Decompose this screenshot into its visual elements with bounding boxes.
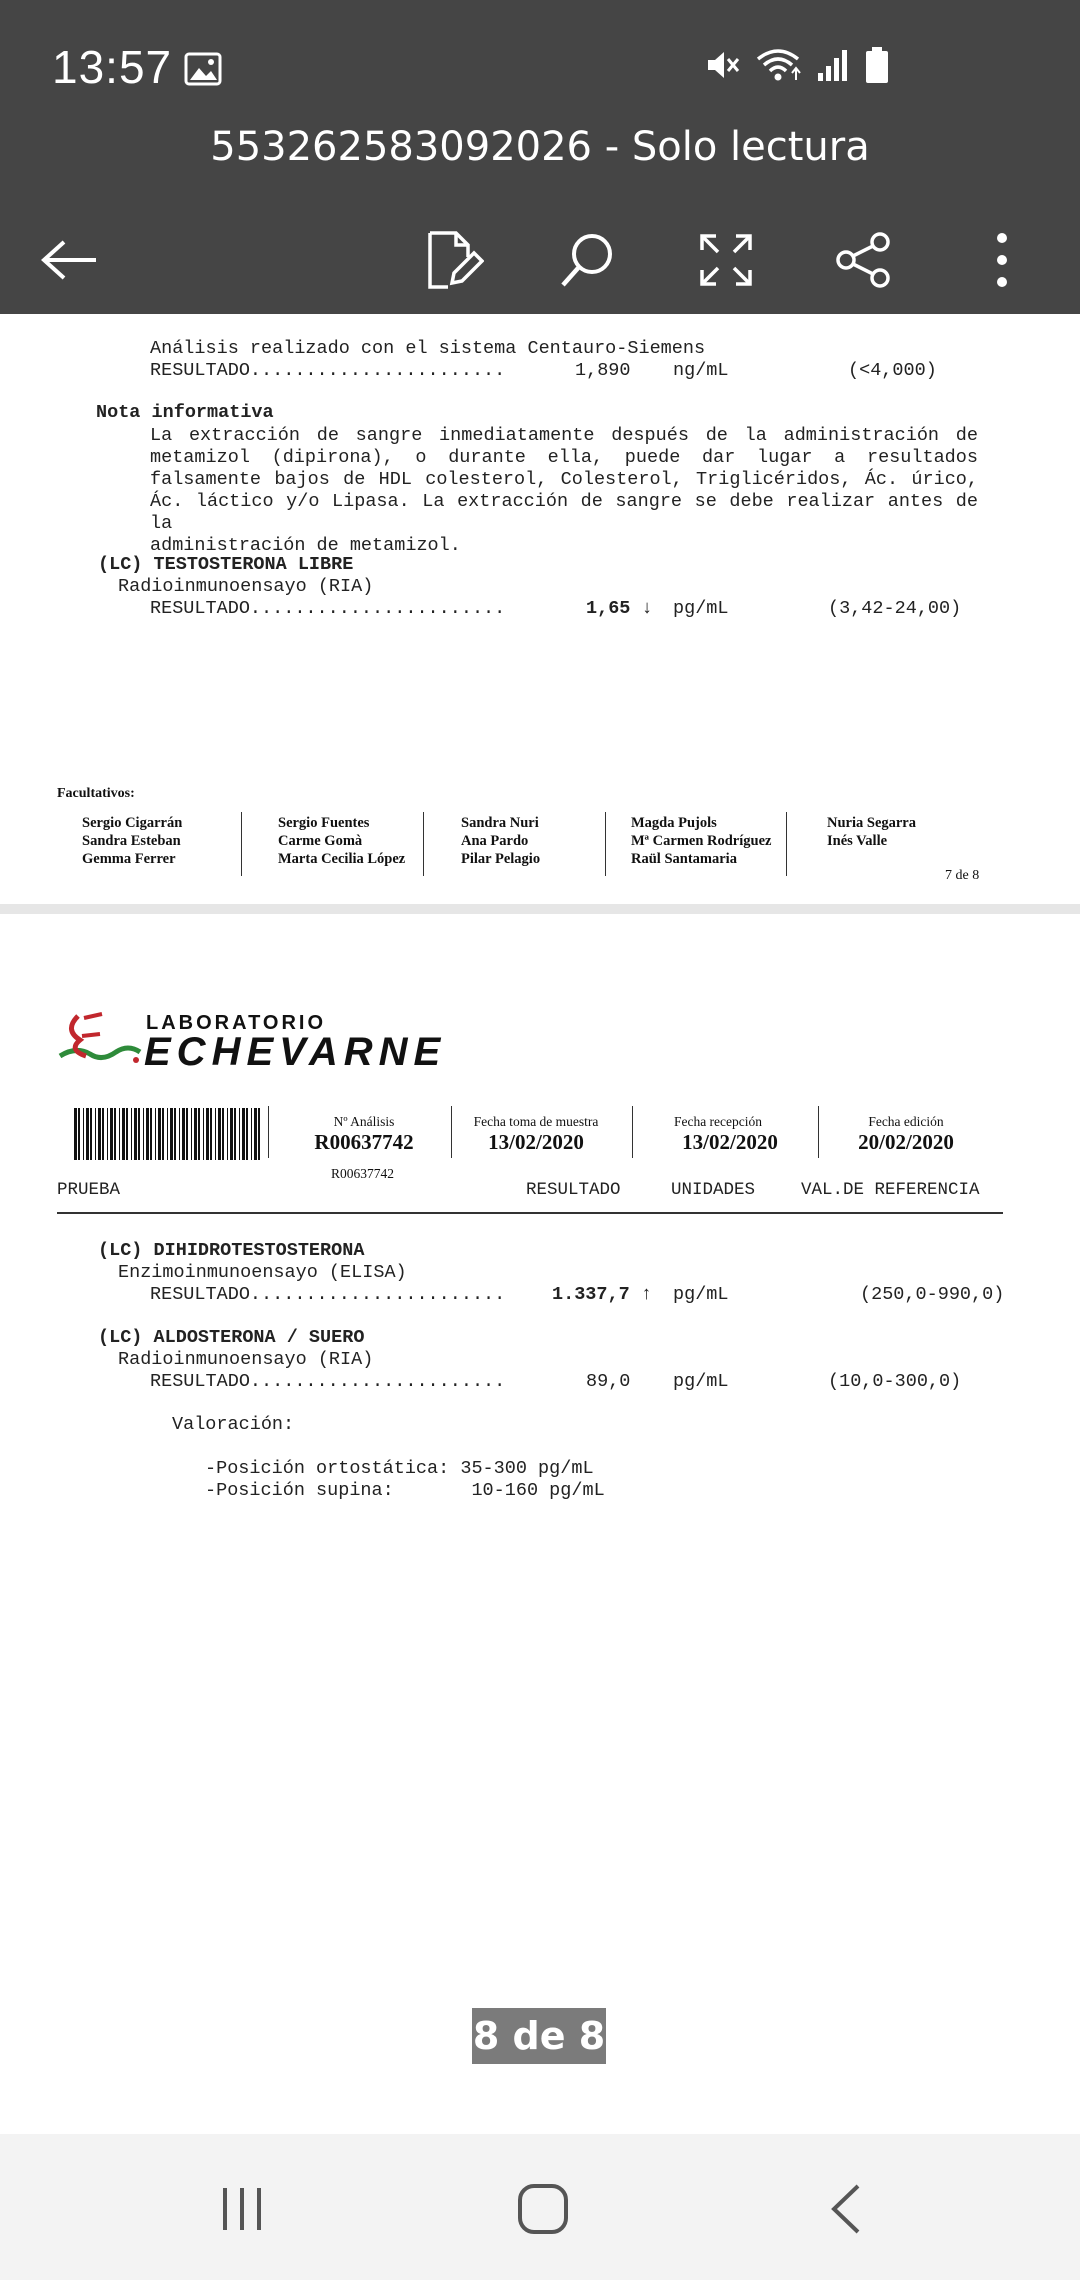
document-title: 553262583092026 - Solo lectura (210, 124, 870, 170)
doctor-name: Sandra Nuri (461, 815, 539, 831)
doctor-name: Marta Cecilia López (278, 851, 406, 867)
divider (632, 1106, 633, 1158)
share-icon (834, 230, 894, 290)
edicion-value: 20/02/2020 (858, 1130, 954, 1154)
test-result-reference: (3,42-24,00) (828, 598, 962, 619)
analisis-value: R00637742 (314, 1130, 414, 1154)
recepcion-label: Fecha recepción (673, 1114, 763, 1129)
doctor-name: Gemma Ferrer (82, 851, 176, 867)
test-result-value: 1.337,7 ↑ (552, 1284, 652, 1305)
divider (786, 812, 787, 876)
facultativos-column (82, 814, 182, 868)
test-result-value: 1,65 ↓ (586, 598, 653, 619)
test-title: (LC) TESTOSTERONA LIBRE (98, 554, 354, 575)
test-result-reference: (250,0-990,0) (860, 1284, 1005, 1305)
facultativos-column (461, 814, 540, 868)
signal-icon (816, 47, 850, 83)
doctor-name: Magda Pujols (631, 815, 717, 831)
search-button[interactable] (548, 220, 628, 300)
divider (605, 812, 606, 876)
column-prueba: PRUEBA (57, 1180, 121, 1200)
laboratory-logo-icon (56, 1006, 142, 1068)
logo-subtitle: LABORATORIO (146, 1012, 327, 1034)
test-result-value: 89,0 (586, 1371, 631, 1392)
arrow-left-icon (40, 238, 100, 282)
logo-name: ECHEVARNE (144, 1030, 447, 1074)
result-value: 1,890 (575, 360, 631, 381)
nota-line: administración de metamizol. (150, 535, 461, 556)
edit-document-icon (424, 229, 484, 291)
test-title: (LC) ALDOSTERONA / SUERO (98, 1327, 365, 1348)
system-navigation-bar (0, 2134, 1080, 2280)
test-result-label: RESULTADO....................... (150, 598, 506, 619)
page-number: 7 de 8 (945, 868, 980, 883)
test-result-unit: pg/mL (673, 598, 729, 619)
doctor-name: Ana Pardo (461, 833, 529, 849)
doctor-name: Inés Valle (827, 833, 888, 849)
test-method: Enzimoinmunoensayo (ELISA) (118, 1262, 407, 1283)
doctor-name: Sergio Cigarrán (82, 815, 183, 831)
facultativos-column (278, 814, 405, 868)
barcode-text: R00637742 (331, 1166, 395, 1181)
page-indicator: 8 de 8 (472, 2008, 606, 2064)
column-referencia: VAL.DE REFERENCIA (801, 1180, 980, 1200)
document-viewer[interactable] (0, 314, 1080, 2134)
expand-icon (698, 232, 754, 288)
analisis-label: Nº Análisis (333, 1114, 395, 1129)
barcode-icon (74, 1108, 264, 1160)
test-result-unit: pg/mL (673, 1284, 729, 1305)
gallery-notification-icon (184, 52, 222, 86)
test-result-label: RESULTADO....................... (150, 1371, 506, 1392)
edicion-label: Fecha edición (868, 1114, 944, 1129)
nota-line: falsamente bajos de HDL colesterol, Colesterol, Triglicéridos, Ác. úrico, (150, 469, 978, 490)
chevron-left-icon (826, 2182, 866, 2236)
nota-title: Nota informativa (96, 402, 274, 423)
doctor-name: Carme Gomà (278, 833, 363, 849)
doctor-name: Raül Santamaria (631, 851, 737, 867)
test-title: (LC) DIHIDROTESTOSTERONA (98, 1240, 365, 1261)
result-label: RESULTADO....................... (150, 360, 506, 381)
nota-line: metamizol (dipirona), o durante ella, puede dar lugar a resultados (150, 447, 978, 468)
toma-value: 13/02/2020 (488, 1130, 584, 1154)
edit-button[interactable] (414, 220, 494, 300)
test-method: Radioinmunoensayo (RIA) (118, 576, 374, 597)
valoracion-label: Valoración: (172, 1414, 295, 1435)
header-rule (57, 1212, 1003, 1214)
valoracion-line: -Posición ortostática: 35-300 pg/mL (205, 1458, 594, 1479)
recent-apps-button[interactable] (202, 2174, 282, 2244)
recepcion-value: 13/02/2020 (682, 1130, 778, 1154)
divider (241, 812, 242, 876)
result-reference: (<4,000) (848, 360, 937, 381)
divider (423, 812, 424, 876)
doctor-name: Nuria Segarra (827, 815, 916, 831)
wifi-icon (754, 47, 802, 83)
more-vertical-icon (992, 232, 1012, 288)
test-result-label: RESULTADO....................... (150, 1284, 506, 1305)
home-button[interactable] (503, 2174, 583, 2244)
facultativos-column (631, 814, 771, 868)
share-button[interactable] (824, 220, 904, 300)
test-method: Radioinmunoensayo (RIA) (118, 1349, 374, 1370)
search-icon (558, 230, 618, 290)
toma-label: Fecha toma de muestra (473, 1114, 599, 1129)
divider (451, 1106, 452, 1158)
app-toolbar (0, 0, 1080, 314)
doctor-name: Sandra Esteban (82, 833, 181, 849)
valoracion-line: -Posición supina: 10-160 pg/mL (205, 1480, 605, 1501)
back-button[interactable] (30, 220, 110, 300)
status-icons (704, 46, 890, 84)
recent-apps-icon (217, 2184, 267, 2234)
fullscreen-button[interactable] (686, 220, 766, 300)
divider (818, 1106, 819, 1158)
column-unidades: UNIDADES (671, 1180, 756, 1200)
nota-line: Ác. láctico y/o Lipasa. La extracción de sangre se debe realizar antes de la (150, 491, 978, 534)
facultativos-label: Facultativos: (57, 786, 135, 801)
back-nav-button[interactable] (806, 2174, 886, 2244)
facultativos-column (827, 814, 916, 850)
result-unit: ng/mL (673, 360, 729, 381)
mute-icon (704, 47, 740, 83)
nota-text (150, 425, 978, 557)
nota-line: La extracción de sangre inmediatamente después de la administración de (150, 425, 978, 446)
test-result-unit: pg/mL (673, 1371, 729, 1392)
page-separator (0, 904, 1080, 914)
doctor-name: Sergio Fuentes (278, 815, 370, 831)
test-result-reference: (10,0-300,0) (828, 1371, 962, 1392)
doctor-name: Mª Carmen Rodríguez (631, 833, 772, 849)
battery-icon (864, 46, 890, 84)
analysis-system-line: Análisis realizado con el sistema Centauro-Siemens (150, 338, 706, 359)
more-options-button[interactable] (962, 220, 1042, 300)
home-icon (516, 2182, 570, 2236)
divider (268, 1106, 269, 1158)
doctor-name: Pilar Pelagio (461, 851, 541, 867)
status-time: 13:57 (52, 41, 173, 93)
column-resultado: RESULTADO (526, 1180, 621, 1200)
